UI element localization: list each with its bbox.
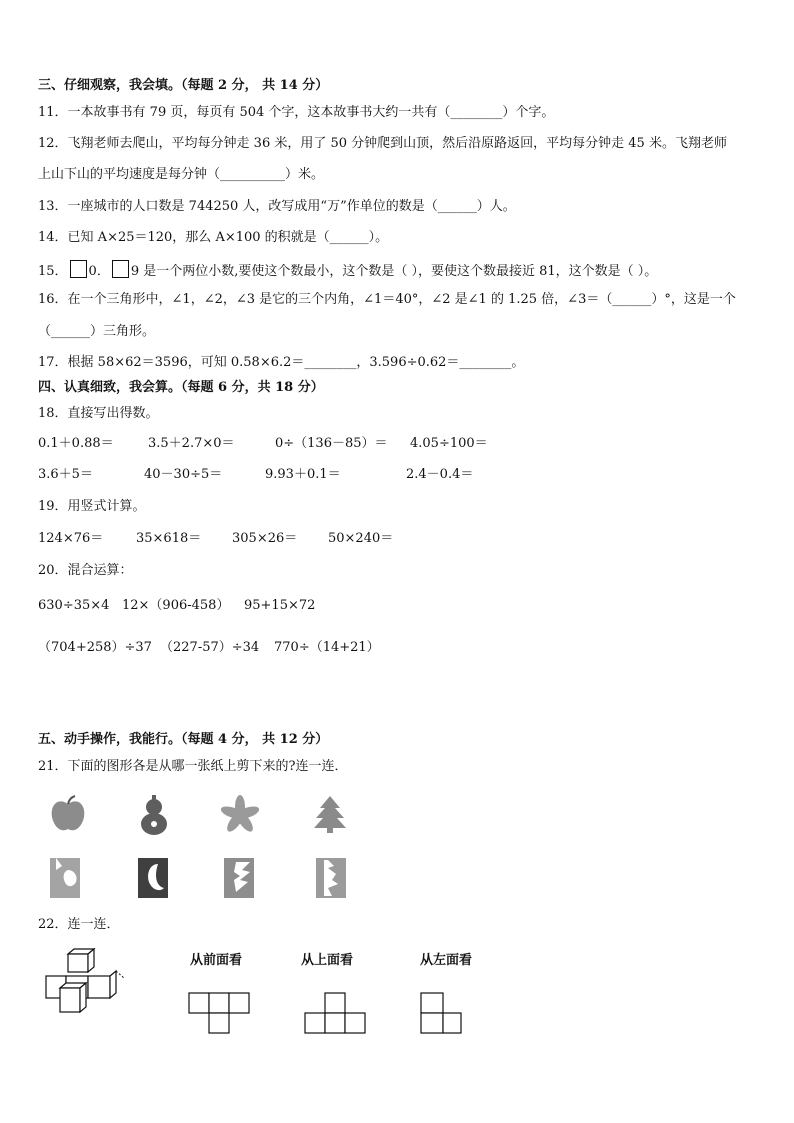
calc-item: 3.6＋5＝ bbox=[38, 467, 93, 482]
question-11: 11．一本故事书有 79 页，每页有 504 个字，这本故事书大约一共有（________）个字。 bbox=[38, 105, 555, 120]
section-3-title: 三、仔细观察，我会填。（每题 2 分， 共 14 分） bbox=[38, 78, 329, 93]
question-18: 18．直接写出得数。 bbox=[38, 406, 159, 421]
question-20: 20．混合运算： bbox=[38, 563, 133, 578]
calc-item: 12×（906-458） bbox=[122, 598, 230, 613]
calc-item: 0.1＋0.88＝ bbox=[38, 436, 114, 451]
calc-item: （704+258）÷37 bbox=[38, 640, 152, 655]
view-label-left: 从左面看 bbox=[420, 953, 473, 968]
gourd-shape-icon bbox=[134, 794, 174, 836]
calc-item: 4.05÷100＝ bbox=[410, 436, 488, 451]
calc-item: 40－30÷5＝ bbox=[144, 467, 223, 482]
calc-item: 50×240＝ bbox=[328, 531, 394, 546]
question-21: 21．下面的图形各是从哪一张纸上剪下来的?连一连． bbox=[38, 759, 348, 774]
calc-item: 0÷（136－85）＝ bbox=[275, 436, 388, 451]
section-5-title: 五、动手操作，我能行。（每题 4 分， 共 12 分） bbox=[38, 732, 329, 747]
calc-item: 3.5＋2.7×0＝ bbox=[148, 436, 235, 451]
question-17: 17．根据 58×62＝3596，可知 0.58×6.2＝________，3.596÷0.62＝________。 bbox=[38, 355, 525, 370]
calc-item: 124×76＝ bbox=[38, 531, 104, 546]
question-22: 22．连一连． bbox=[38, 917, 120, 932]
question-12-line-2: 上山下山的平均速度是每分钟（__________）米。 bbox=[38, 167, 325, 182]
paper-sheet-3-icon bbox=[222, 856, 256, 900]
question-13: 13．一座城市的人口数是 744250 人，改写成用“万”作单位的数是（______）人。 bbox=[38, 199, 516, 214]
calc-item: （227-57）÷34 bbox=[160, 640, 260, 655]
question-16-line-1: 16．在一个三角形中，∠1，∠2，∠3 是它的三个内角，∠1＝40°，∠2 是∠1 的 1.25 倍，∠3＝（______）°，这是一个 bbox=[38, 292, 736, 307]
digit-box-2[interactable] bbox=[112, 260, 129, 278]
question-16-line-2: （______）三角形。 bbox=[38, 324, 156, 339]
question-15-middle: 0． bbox=[88, 264, 110, 279]
front-view-diagram bbox=[188, 992, 252, 1036]
calc-item: 770÷（14+21） bbox=[274, 640, 380, 655]
flower-shape-icon bbox=[220, 795, 260, 835]
left-view-diagram bbox=[420, 992, 468, 1036]
calc-item: 9.93＋0.1＝ bbox=[265, 467, 341, 482]
question-15 bbox=[38, 260, 657, 281]
calc-item: 305×26＝ bbox=[232, 531, 298, 546]
paper-sheet-4-icon bbox=[314, 856, 348, 900]
cube-stack-icon bbox=[44, 948, 130, 1020]
calc-item: 35×618＝ bbox=[136, 531, 202, 546]
view-label-top: 从上面看 bbox=[301, 953, 354, 968]
top-view-diagram bbox=[304, 992, 368, 1036]
question-14: 14．已知 A×25＝120，那么 A×100 的积就是（______）。 bbox=[38, 230, 389, 245]
digit-box-1[interactable] bbox=[70, 260, 87, 278]
question-19: 19．用竖式计算。 bbox=[38, 499, 146, 514]
tree-shape-icon bbox=[312, 794, 348, 834]
question-12-line-1: 12．飞翔老师去爬山，平均每分钟走 36 米，用了 50 分钟爬到山顶，然后沿原路返回，平均每分钟走 45 米。飞翔老师 bbox=[38, 136, 727, 151]
paper-sheet-1-icon bbox=[48, 856, 82, 900]
section-4-title: 四、认真细致，我会算。（每题 6 分，共 18 分） bbox=[38, 380, 324, 395]
calc-item: 2.4－0.4＝ bbox=[406, 467, 474, 482]
view-label-front: 从前面看 bbox=[190, 953, 243, 968]
paper-sheet-2-icon bbox=[136, 856, 170, 900]
apple-shape-icon bbox=[48, 795, 88, 835]
calc-item: 630÷35×4 bbox=[38, 598, 110, 613]
calc-item: 95+15×72 bbox=[244, 598, 316, 613]
question-15-number: 15． bbox=[38, 264, 68, 279]
question-15-text: 9 是一个两位小数,要使这个数最小，这个数是（ ），要使这个数最接近 81，这个数是（ ）。 bbox=[130, 264, 658, 279]
